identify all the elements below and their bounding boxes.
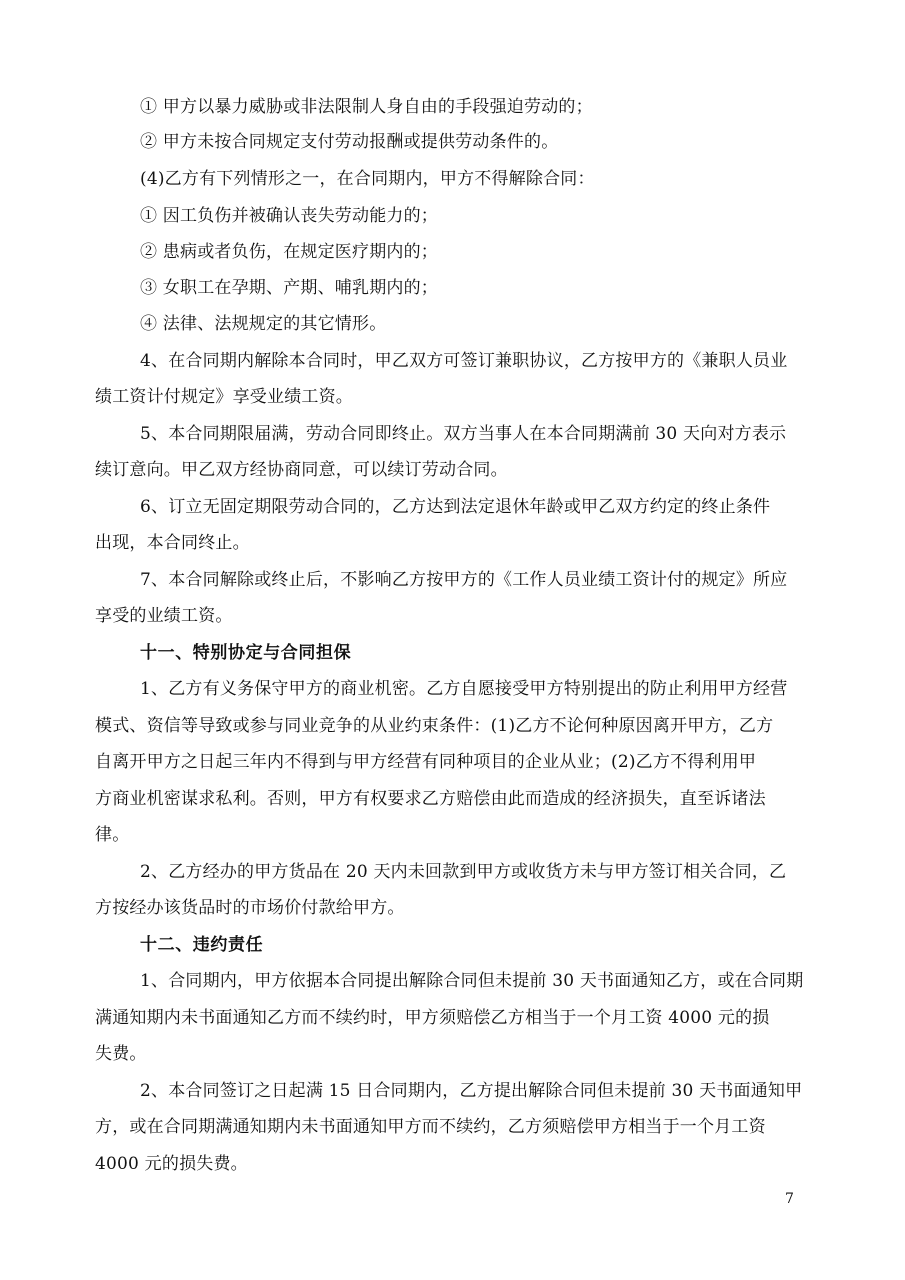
section-heading-11: 十一、特别协定与合同担保: [140, 643, 352, 663]
paragraph-line: 7、本合同解除或终止后，不影响乙方按甲方的《工作人员业绩工资计付的规定》所应: [140, 570, 788, 590]
paragraph-line: 方按经办该货品时的市场价付款给甲方。: [95, 898, 405, 918]
paragraph-line: 方，或在合同期满通知期内未书面通知甲方而不续约，乙方须赔偿甲方相当于一个月工资: [95, 1117, 766, 1137]
paragraph-line: 1、乙方有义务保守甲方的商业机密。乙方自愿接受甲方特别提出的防止利用甲方经营: [140, 679, 788, 699]
paragraph-line: 律。: [95, 825, 130, 845]
clause-3-4-item-1: ① 因工负伤并被确认丧失劳动能力的；: [140, 206, 439, 226]
paragraph-line: 2、本合同签订之日起满 15 日合同期内，乙方提出解除合同但未提前 30 天书面通知甲: [140, 1081, 803, 1101]
paragraph-line: 绩工资计付规定》享受业绩工资。: [95, 387, 353, 407]
page-number: 7: [785, 1191, 794, 1207]
clause-3-4-intro: (4)乙方有下列情形之一，在合同期内，甲方不得解除合同：: [140, 169, 595, 189]
paragraph-line: 4、在合同期内解除本合同时，甲乙双方可签订兼职协议，乙方按甲方的《兼职人员业: [140, 351, 788, 371]
paragraph-line: 6、订立无固定期限劳动合同的，乙方达到法定退休年龄或甲乙双方约定的终止条件: [140, 497, 771, 517]
paragraph-line: 2、乙方经办的甲方货品在 20 天内未回款到甲方或收货方未与甲方签订相关合同，乙: [140, 862, 787, 882]
section-heading-12: 十二、违约责任: [140, 935, 264, 955]
paragraph-line: 5、本合同期限届满，劳动合同即终止。双方当事人在本合同期满前 30 天向对方表示: [140, 424, 787, 444]
clause-3-3-item-2: ② 甲方未按合同规定支付劳动报酬或提供劳动条件的。: [140, 132, 559, 152]
clause-3-4-item-3: ③ 女职工在孕期、产期、哺乳期内的；: [140, 278, 439, 298]
paragraph-line: 模式、资信等导致或参与同业竞争的从业约束条件：(1)乙方不论何种原因离开甲方，乙方: [95, 716, 774, 736]
clause-3-4-item-2: ② 患病或者负伤，在规定医疗期内的；: [140, 242, 439, 262]
paragraph-line: 方商业机密谋求私利。否则，甲方有权要求乙方赔偿由此而造成的经济损失，直至诉诸法: [95, 789, 766, 809]
paragraph-line: 失费。: [95, 1044, 147, 1064]
clause-3-4-item-4: ④ 法律、法规规定的其它情形。: [140, 314, 387, 334]
clause-3-3-item-1: ① 甲方以暴力威胁或非法限制人身自由的手段强迫劳动的；: [140, 97, 593, 117]
paragraph-line: 续订意向。甲乙双方经协商同意，可以续订劳动合同。: [95, 460, 508, 480]
paragraph-line: 满通知期内未书面通知乙方而不续约时，甲方须赔偿乙方相当于一个月工资 4000 元的损: [95, 1008, 770, 1028]
paragraph-line: 享受的业绩工资。: [95, 606, 233, 626]
paragraph-line: 出现，本合同终止。: [95, 533, 250, 553]
paragraph-line: 1、合同期内，甲方依据本合同提出解除合同但未提前 30 天书面通知乙方，或在合同期: [140, 971, 804, 991]
paragraph-line: 4000 元的损失费。: [95, 1154, 248, 1174]
paragraph-line: 自离开甲方之日起三年内不得到与甲方经营有同种项目的企业从业；(2)乙方不得利用甲: [95, 752, 757, 772]
